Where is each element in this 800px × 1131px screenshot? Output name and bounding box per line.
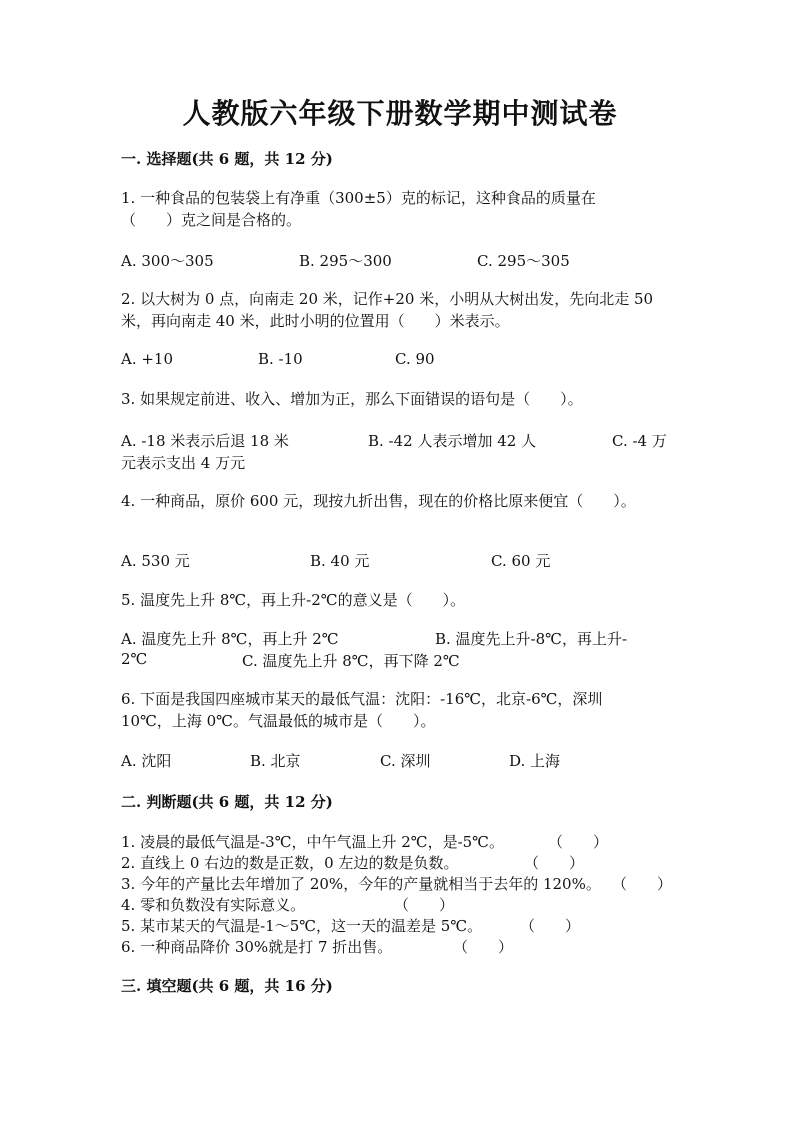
question-6-option-d: D. 上海	[509, 752, 561, 770]
question-5-option-c: C. 温度先上升 8℃，再下降 2℃	[242, 652, 460, 670]
question-6-option-c: C. 深圳	[380, 752, 431, 770]
question-1-option-a: A. 300～305	[121, 252, 214, 270]
judge-item-6-paren: （ ）	[453, 938, 514, 956]
question-3-option-c-continued: 元表示支出 4 万元	[121, 454, 246, 472]
question-5-option-a: A. 温度先上升 8℃，再上升 2℃	[121, 630, 339, 648]
judge-item-3-paren: （ ）	[612, 875, 673, 893]
question-6-line-1: 6. 下面是我国四座城市某天的最低气温：沈阳：-16℃，北京-6℃，深圳	[121, 690, 603, 708]
section-heading-judge: 二. 判断题(共 6 题，共 12 分)	[121, 793, 333, 811]
question-1-option-c: C. 295～305	[477, 252, 570, 270]
question-6-line-2: 10℃，上海 0℃。气温最低的城市是（ ）。	[121, 712, 436, 730]
question-6-option-a: A. 沈阳	[121, 752, 172, 770]
page-title: 人教版六年级下册数学期中测试卷	[182, 97, 618, 130]
question-6-option-b: B. 北京	[250, 752, 301, 770]
question-5-option-b-continued: 2℃	[121, 650, 148, 668]
question-3-option-a: A. -18 米表示后退 18 米	[121, 432, 289, 450]
judge-item-1-paren: （ ）	[548, 833, 609, 851]
question-1-option-b: B. 295～300	[299, 252, 392, 270]
question-2-line-2: 米，再向南走 40 米，此时小明的位置用（ ）米表示。	[121, 312, 510, 330]
section-heading-choice: 一. 选择题(共 6 题，共 12 分)	[121, 150, 333, 168]
judge-item-3: 3. 今年的产量比去年增加了 20%，今年的产量就相当于去年的 120%。	[121, 875, 601, 893]
question-1-line-2: （ ）克之间是合格的。	[121, 211, 302, 229]
judge-item-6: 6. 一种商品降价 30%就是打 7 折出售。	[121, 938, 393, 956]
question-2-option-a: A. +10	[121, 350, 174, 368]
question-1-line-1: 1. 一种食品的包装袋上有净重（300±5）克的标记，这种食品的质量在	[121, 189, 596, 207]
question-3-option-c: C. -4 万	[612, 432, 667, 450]
judge-item-4-paren: （ ）	[394, 896, 455, 914]
question-3-line-1: 3. 如果规定前进、收入、增加为正，那么下面错误的语句是（ ）。	[121, 390, 583, 408]
section-heading-fill: 三. 填空题(共 6 题，共 16 分)	[121, 977, 333, 995]
judge-item-4: 4. 零和负数没有实际意义。	[121, 896, 306, 914]
question-3-option-b: B. -42 人表示增加 42 人	[368, 432, 537, 450]
question-4-line-1: 4. 一种商品，原价 600 元，现按九折出售，现在的价格比原来便宜（ ）。	[121, 492, 636, 510]
judge-item-1: 1. 凌晨的最低气温是-3℃，中午气温上升 2℃，是-5℃。	[121, 833, 504, 851]
question-4-option-c: C. 60 元	[491, 552, 551, 570]
judge-item-5: 5. 某市某天的气温是-1～5℃，这一天的温差是 5℃。	[121, 917, 483, 935]
judge-item-2: 2. 直线上 0 右边的数是正数，0 左边的数是负数。	[121, 854, 459, 872]
question-4-option-a: A. 530 元	[121, 552, 190, 570]
judge-item-2-paren: （ ）	[524, 854, 585, 872]
judge-item-5-paren: （ ）	[520, 917, 581, 935]
question-2-option-c: C. 90	[395, 350, 435, 368]
question-4-option-b: B. 40 元	[310, 552, 370, 570]
question-5-line-1: 5. 温度先上升 8℃，再上升-2℃的意义是（ ）。	[121, 591, 466, 609]
question-2-line-1: 2. 以大树为 0 点，向南走 20 米，记作+20 米，小明从大树出发，先向北走 50	[121, 290, 654, 308]
question-2-option-b: B. -10	[258, 350, 303, 368]
question-5-option-b: B. 温度先上升-8℃，再上升-	[435, 630, 628, 648]
